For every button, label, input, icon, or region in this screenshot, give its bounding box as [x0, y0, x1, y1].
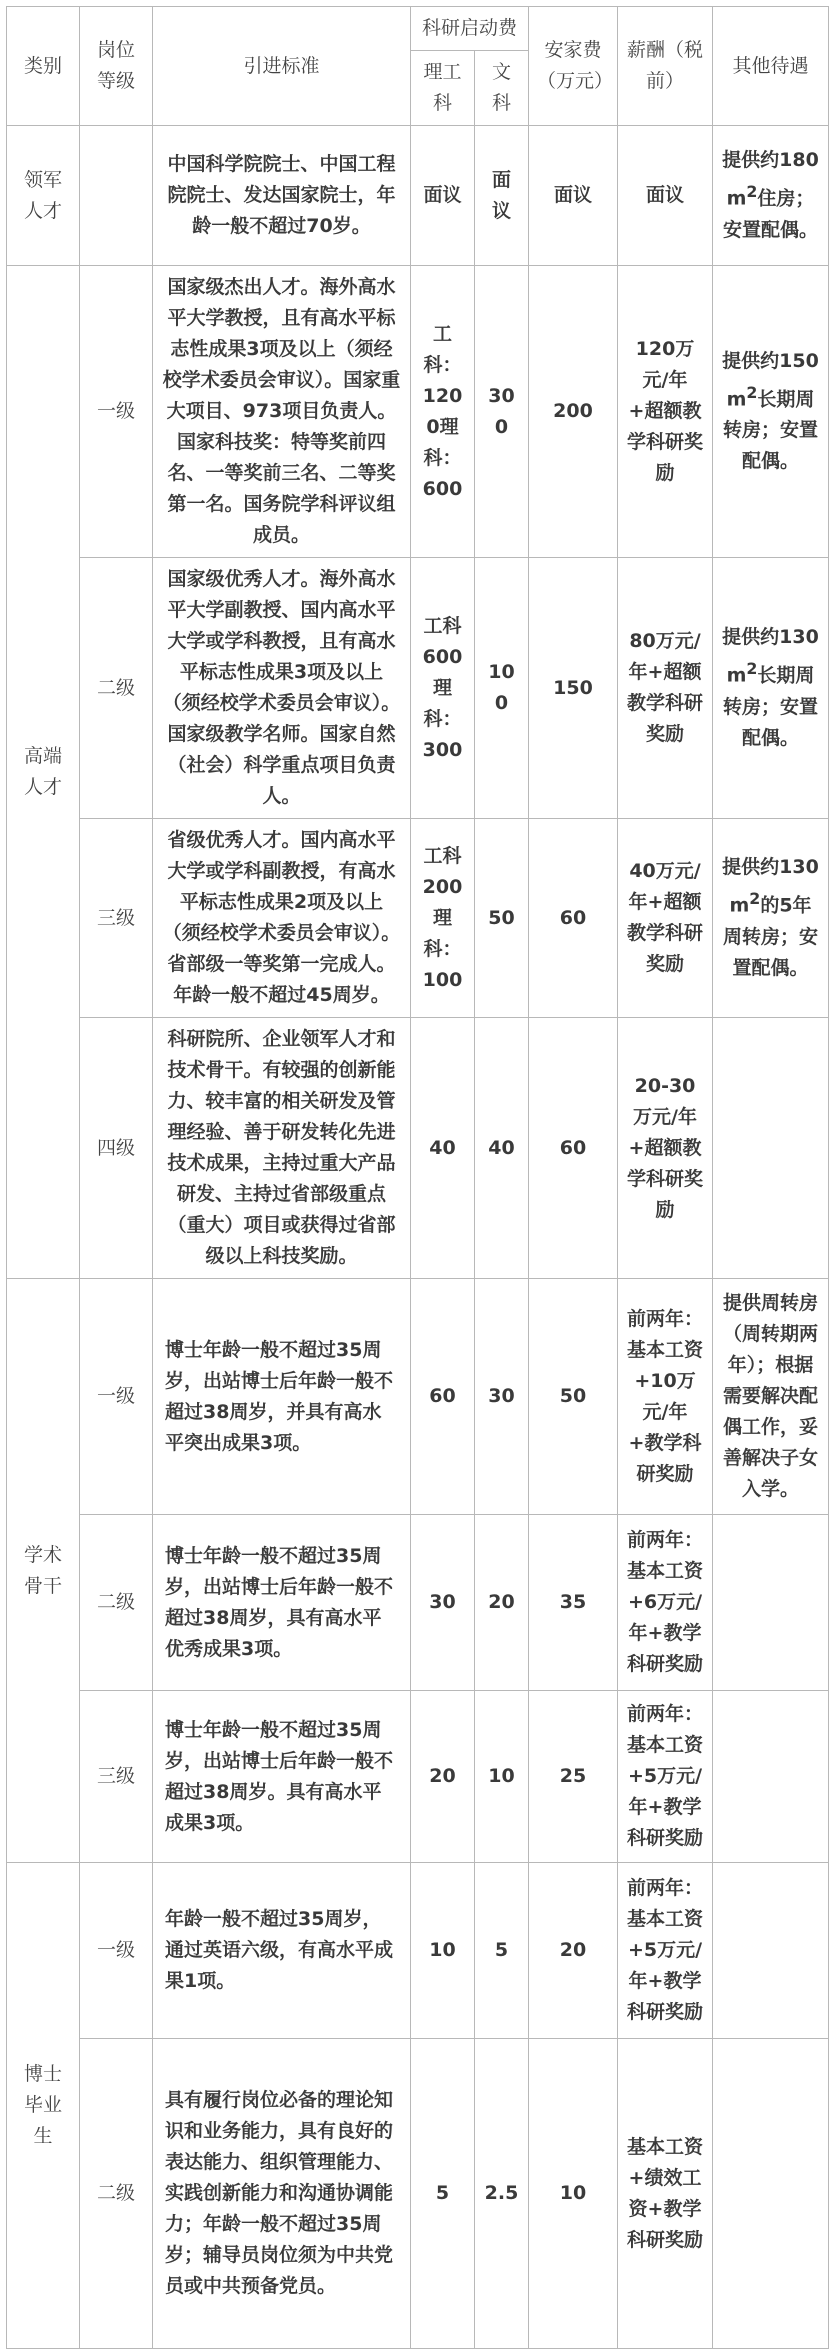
header-arts: 文科 — [475, 51, 529, 126]
level-cell: 二级 — [80, 2039, 153, 2349]
level-cell: 二级 — [80, 558, 153, 819]
header-category: 类别 — [7, 7, 80, 126]
header-sci-eng: 理工科 — [411, 51, 475, 126]
other-benefits-cell: 提供周转房（周转期两年）；根据需要解决配偶工作，妥善解决子女入学。 — [713, 1279, 829, 1515]
table-row — [7, 1691, 829, 1863]
other-benefits-cell — [713, 1515, 829, 1691]
level-cell: 一级 — [80, 266, 153, 558]
arts-fund-cell: 20 — [475, 1515, 529, 1691]
other-benefits-cell — [713, 1018, 829, 1279]
salary-cell: 120万元/年+超额教学科研奖励 — [618, 266, 713, 558]
criteria-cell: 博士年龄一般不超过35周岁，出站博士后年龄一般不超过38周岁。具有高水平成果3项。 — [153, 1691, 411, 1863]
other-benefits-cell: 提供约$150m^2$长期周转房；安置配偶。 — [713, 266, 829, 558]
arts-fund-cell: 30 — [475, 1279, 529, 1515]
sci-eng-fund-cell: 10 — [411, 1863, 475, 2039]
arts-fund-cell: 300 — [475, 266, 529, 558]
salary-cell: 20-30万元/年+超额教学科研奖励 — [618, 1018, 713, 1279]
arts-fund-cell: 5 — [475, 1863, 529, 2039]
arts-fund-cell: 100 — [475, 558, 529, 819]
salary-cell: 前两年：基本工资+6万元/年+教学科研奖励 — [618, 1515, 713, 1691]
salary-cell: 40万元/年+超额教学科研奖励 — [618, 819, 713, 1018]
salary-cell: 前两年：基本工资+5万元/年+教学科研奖励 — [618, 1863, 713, 2039]
level-cell: 二级 — [80, 1515, 153, 1691]
salary-cell: 面议 — [618, 126, 713, 266]
settle-fee-cell: 150 — [529, 558, 618, 819]
level-cell: 一级 — [80, 1863, 153, 2039]
settle-fee-cell: 25 — [529, 1691, 618, 1863]
arts-fund-cell: 2.5 — [475, 2039, 529, 2349]
settle-fee-cell: 60 — [529, 819, 618, 1018]
sci-eng-fund-cell: 工科200理科：100 — [411, 819, 475, 1018]
sci-eng-fund-cell: 工科600理科：300 — [411, 558, 475, 819]
table-row — [7, 558, 829, 819]
header-startup-fund: 科研启动费 — [411, 7, 529, 51]
other-benefits-cell: 提供约$130m^2$的5年周转房；安置配偶。 — [713, 819, 829, 1018]
criteria-cell: 国家级优秀人才。海外高水平大学副教授、国内高水平大学或学科教授，且有高水平标志性成果3项及以上（须经校学术委员会审议）。国家级教学名师。国家自然（社会）科学重点项目负责人。 — [153, 558, 411, 819]
other-benefits-cell — [713, 2039, 829, 2349]
category-cell: 学术骨干 — [7, 1279, 80, 1863]
arts-fund-cell: 10 — [475, 1691, 529, 1863]
arts-fund-cell: 面议 — [475, 126, 529, 266]
sci-eng-fund-cell: 40 — [411, 1018, 475, 1279]
sci-eng-fund-cell: 5 — [411, 2039, 475, 2349]
other-benefits-cell: 提供约$130m^2$长期周转房；安置配偶。 — [713, 558, 829, 819]
category-cell: 博士毕业生 — [7, 1863, 80, 2349]
sci-eng-fund-cell: 20 — [411, 1691, 475, 1863]
header-other: 其他待遇 — [713, 7, 829, 126]
table-row — [7, 1279, 829, 1515]
table-row — [7, 126, 829, 266]
criteria-cell: 博士年龄一般不超过35周岁，出站博士后年龄一般不超过38周岁，并具有高水平突出成果3项。 — [153, 1279, 411, 1515]
table-row — [7, 1515, 829, 1691]
arts-fund-cell: 50 — [475, 819, 529, 1018]
other-benefits-cell — [713, 1691, 829, 1863]
header-salary: 薪酬（税前） — [618, 7, 713, 126]
level-cell — [80, 126, 153, 266]
table-row — [7, 819, 829, 1018]
settle-fee-cell: 面议 — [529, 126, 618, 266]
header-level: 岗位等级 — [80, 7, 153, 126]
level-cell: 三级 — [80, 1691, 153, 1863]
criteria-cell: 国家级杰出人才。海外高水平大学教授，且有高水平标志性成果3项及以上（须经校学术委员会审议）。国家重大项目、973项目负责人。国家科技奖：特等奖前四名、一等奖前三名、二等奖第一名。国务院学科评议组成员。 — [153, 266, 411, 558]
sci-eng-fund-cell: 60 — [411, 1279, 475, 1515]
settle-fee-cell: 20 — [529, 1863, 618, 2039]
criteria-cell: 年龄一般不超过35周岁，通过英语六级，有高水平成果1项。 — [153, 1863, 411, 2039]
criteria-cell: 科研院所、企业领军人才和技术骨干。有较强的创新能力、较丰富的相关研发及管理经验、善于研发转化先进技术成果，主持过重大产品研发、主持过省部级重点（重大）项目或获得过省部级以上科技奖励。 — [153, 1018, 411, 1279]
category-cell: 领军人才 — [7, 126, 80, 266]
table-row — [7, 1863, 829, 2039]
other-benefits-cell — [713, 1863, 829, 2039]
settle-fee-cell: 60 — [529, 1018, 618, 1279]
level-cell: 一级 — [80, 1279, 153, 1515]
table-row — [7, 2039, 829, 2349]
settle-fee-cell: 10 — [529, 2039, 618, 2349]
table-row — [7, 1018, 829, 1279]
arts-fund-cell: 40 — [475, 1018, 529, 1279]
header-settle-fee: 安家费（万元） — [529, 7, 618, 126]
header-criteria: 引进标准 — [153, 7, 411, 126]
other-benefits-cell: 提供约$180m^2$住房；安置配偶。 — [713, 126, 829, 266]
criteria-cell: 中国科学院院士、中国工程院院士、发达国家院士，年龄一般不超过70岁。 — [153, 126, 411, 266]
category-cell: 高端人才 — [7, 266, 80, 1279]
header-row — [7, 7, 829, 51]
criteria-cell: 博士年龄一般不超过35周岁，出站博士后年龄一般不超过38周岁，具有高水平优秀成果3项。 — [153, 1515, 411, 1691]
criteria-cell: 省级优秀人才。国内高水平大学或学科副教授，有高水平标志性成果2项及以上（须经校学术委员会审议）。省部级一等奖第一完成人。年龄一般不超过45周岁。 — [153, 819, 411, 1018]
settle-fee-cell: 50 — [529, 1279, 618, 1515]
salary-cell: 基本工资+绩效工资+教学科研奖励 — [618, 2039, 713, 2349]
settle-fee-cell: 35 — [529, 1515, 618, 1691]
salary-cell: 前两年：基本工资+5万元/年+教学科研奖励 — [618, 1691, 713, 1863]
criteria-cell: 具有履行岗位必备的理论知识和业务能力，具有良好的表达能力、组织管理能力、实践创新能力和沟通协调能力；年龄一般不超过35周岁；辅导员岗位须为中共党员或中共预备党员。 — [153, 2039, 411, 2349]
sci-eng-fund-cell: 面议 — [411, 126, 475, 266]
sci-eng-fund-cell: 工科：1200理科：600 — [411, 266, 475, 558]
salary-cell: 前两年：基本工资+10万元/年+教学科研奖励 — [618, 1279, 713, 1515]
salary-cell: 80万元/年+超额教学科研奖励 — [618, 558, 713, 819]
sci-eng-fund-cell: 30 — [411, 1515, 475, 1691]
level-cell: 三级 — [80, 819, 153, 1018]
level-cell: 四级 — [80, 1018, 153, 1279]
settle-fee-cell: 200 — [529, 266, 618, 558]
recruitment-policy-table — [6, 6, 829, 2349]
table-row — [7, 266, 829, 558]
